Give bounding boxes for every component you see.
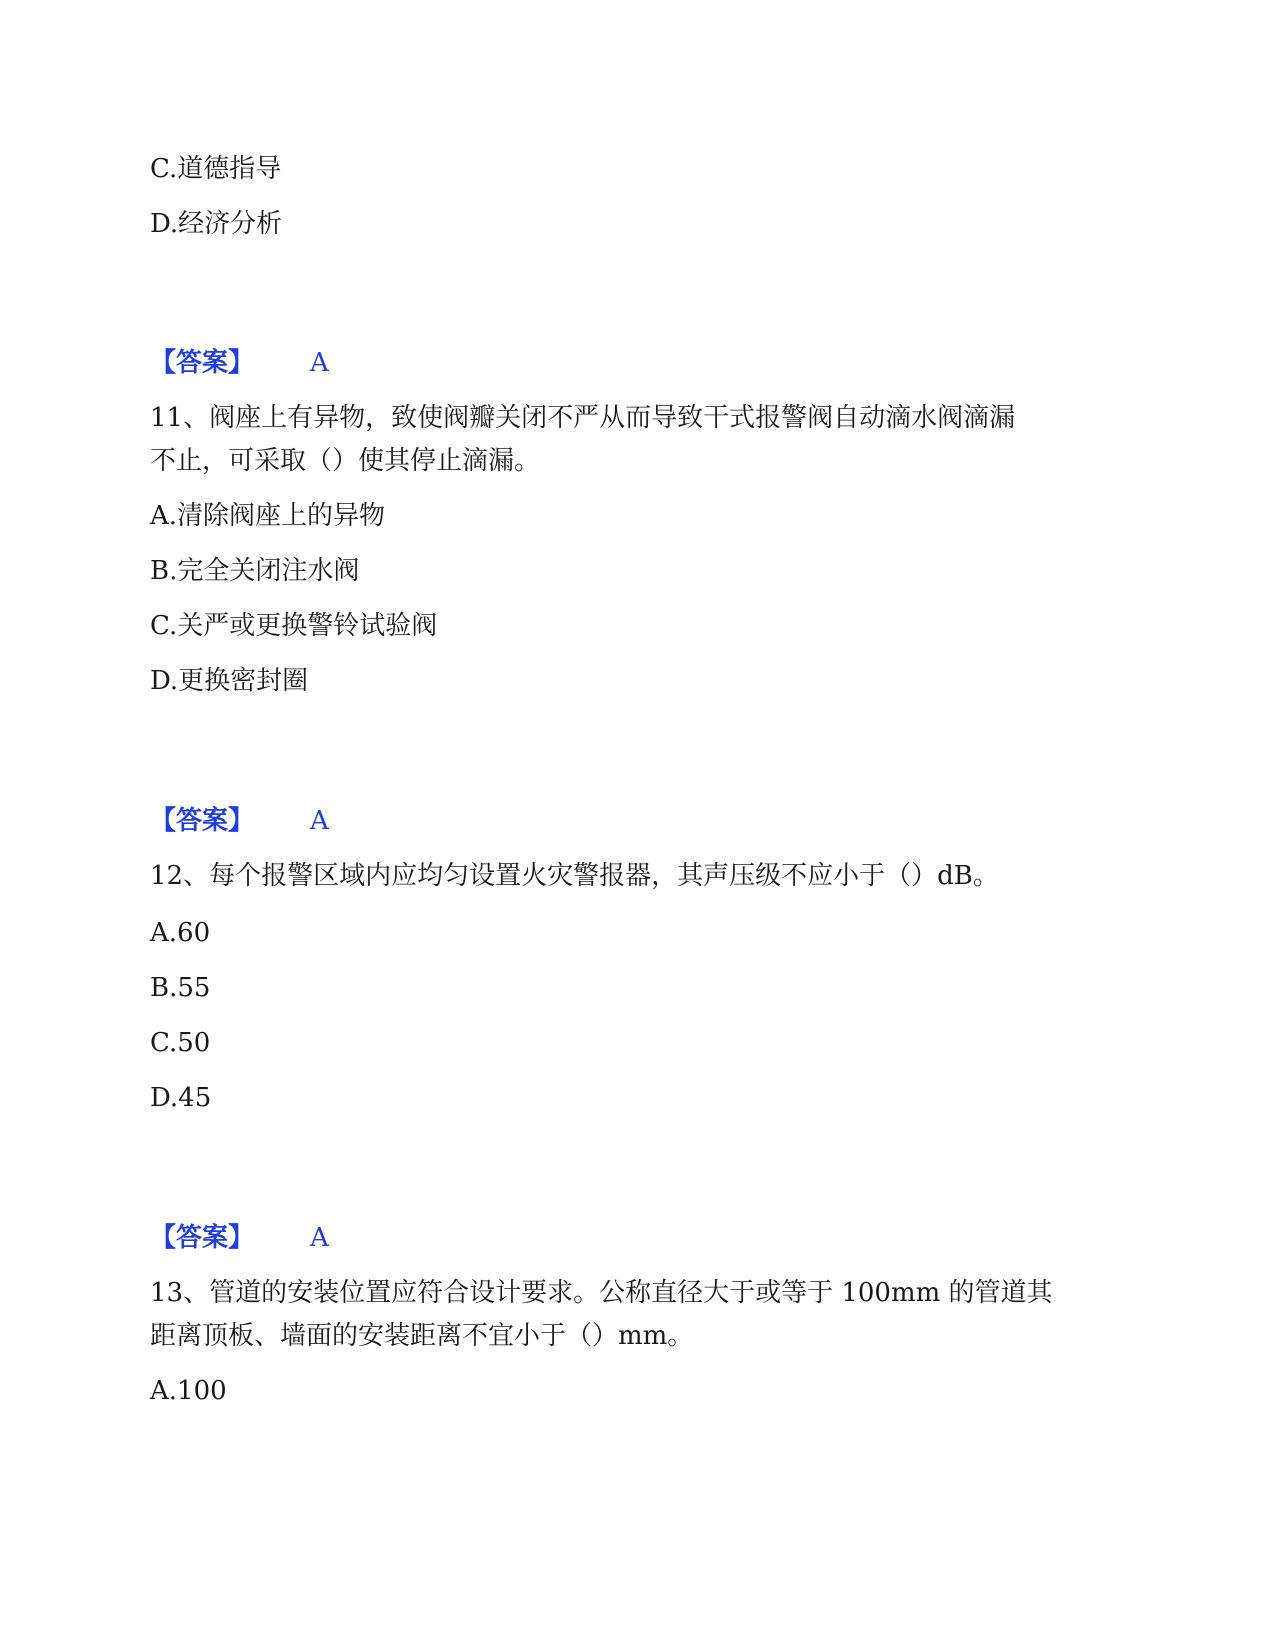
option-c: C.关严或更换警铃试验阀 [150, 611, 438, 641]
answer-label: 【答案】 [150, 1223, 255, 1253]
option-b: B.55 [150, 973, 211, 1003]
answer-row [150, 1222, 329, 1254]
option-c: C.道德指导 [150, 154, 282, 184]
option-d: D.更换密封圈 [150, 666, 309, 696]
option-a: A.60 [150, 918, 211, 948]
option-b: B.完全关闭注水阀 [150, 556, 360, 586]
answer-label: 【答案】 [150, 806, 255, 836]
option-a: A.清除阀座上的异物 [150, 501, 386, 531]
question-stem: 11、阀座上有异物，致使阀瓣关闭不严从而导致干式报警阀自动滴水阀滴漏 [150, 403, 1016, 433]
answer-value: A [310, 348, 329, 378]
option-a: A.100 [150, 1376, 227, 1406]
option-c: C.50 [150, 1028, 211, 1058]
answer-row [150, 347, 329, 379]
answer-value: A [310, 1223, 329, 1253]
answer-value: A [310, 806, 329, 836]
question-stem: 12、每个报警区域内应均匀设置火灾警报器，其声压级不应小于（）dB。 [150, 861, 999, 891]
answer-label: 【答案】 [150, 348, 255, 378]
question-stem: 13、管道的安装位置应符合设计要求。公称直径大于或等于 100mm 的管道其 [150, 1278, 1053, 1308]
option-d: D.45 [150, 1083, 212, 1113]
answer-row [150, 805, 329, 837]
question-stem-continued: 不止，可采取（）使其停止滴漏。 [150, 446, 541, 476]
option-d: D.经济分析 [150, 209, 283, 239]
question-stem-continued: 距离顶板、墙面的安装距离不宜小于（）mm。 [150, 1321, 694, 1351]
